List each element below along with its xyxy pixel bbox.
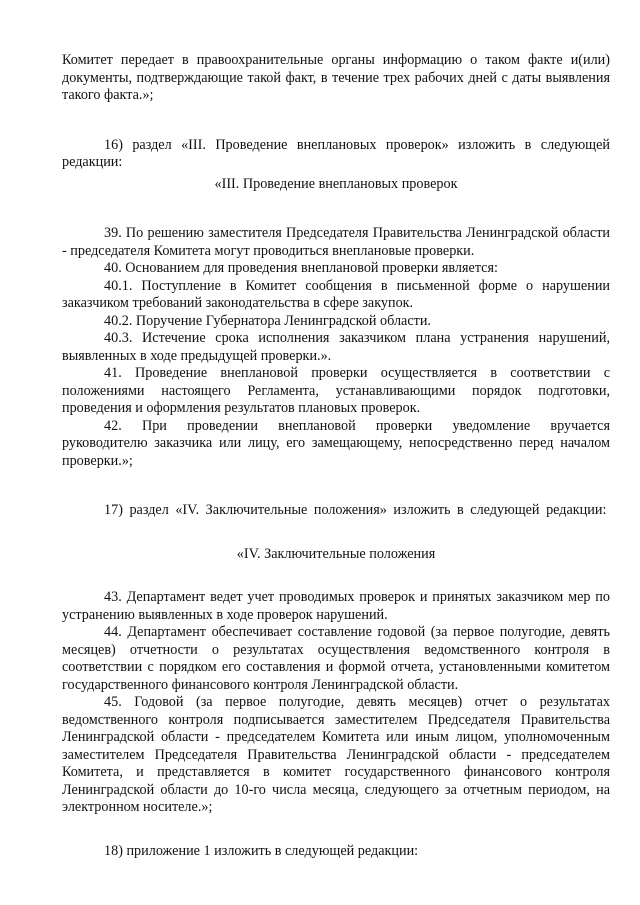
paragraph-item-16: 16) раздел «III. Проведение внеплановых проверок» изложить в следующей редакции:: [62, 136, 610, 170]
paragraph-item-17: 17) раздел «IV. Заключительные положения» изложить в следующей редакции:: [104, 502, 607, 518]
paragraph-44: 44. Департамент обеспечивает составление годовой (за первое полугодие, девять месяцев) отчетности о результатах осуществления ведомственного контроля в соответствии с порядком его составления и формой отчета, установленными комитетом государственного финансового контроля Ленинградской области.: [62, 624, 610, 693]
paragraph-41: 41. Проведение внеплановой проверки осуществляется в соответствии с положениями настоящего Регламента, устанавливающими порядок подготовки, проведения и оформления результатов плановых проверок.: [62, 365, 610, 416]
paragraph-40-1: 40.1. Поступление в Комитет сообщения в письменной форме о нарушении заказчиком требований законодательства в сфере закупок.: [62, 277, 610, 311]
paragraph-40-2: 40.2. Поручение Губернатора Ленинградской области.: [104, 312, 431, 329]
paragraph-40-3: 40.3. Истечение срока исполнения заказчиком плана устранения нарушений, выявленных в ходе предыдущей проверки.».: [62, 330, 610, 364]
paragraph-40: 40. Основанием для проведения внеплановой проверки является:: [104, 260, 498, 276]
section-heading-iv: «IV. Заключительные положения: [236, 545, 436, 562]
paragraph-39: 39. По решению заместителя Председателя Правительства Ленинградской области - председателя Комитета могут проводиться внеплановые проверки.: [62, 225, 610, 259]
paragraph-closing-fact: Комитет передает в правоохранительные органы информацию о таком факте и(или) документы, подтверждающие такой факт, в течение трех рабочих дней с даты выявления такого факта.»;: [62, 52, 610, 103]
paragraph-45: 45. Годовой (за первое полугодие, девять месяцев) отчет о результатах ведомственного контроля подписывается заместителем Председателя Правительства Ленинградской области - председателем Комитета или иным лицом, уполномоченным заместителем Председателя Правительства Ленинградской области - председателем Комитета, и представляется в комитет государственного финансового контроля Ленинградской области до 10-го числа месяца, следующего за отчетным периодом, на электронном носителе.»;: [62, 694, 610, 815]
document-page: [62, 52, 610, 860]
paragraph-43: 43. Департамент ведет учет проводимых проверок и принятых заказчиком мер по устранению выявленных в ходе проверок нарушений.: [62, 589, 610, 623]
section-heading-iii: «III. Проведение внеплановых проверок: [214, 175, 458, 192]
paragraph-item-18: 18) приложение 1 изложить в следующей редакции:: [104, 842, 419, 859]
paragraph-42: 42. При проведении внеплановой проверки уведомление вручается руководителю заказчика или лицу, его замещающему, непосредственно перед началом проверки.»;: [62, 417, 610, 469]
